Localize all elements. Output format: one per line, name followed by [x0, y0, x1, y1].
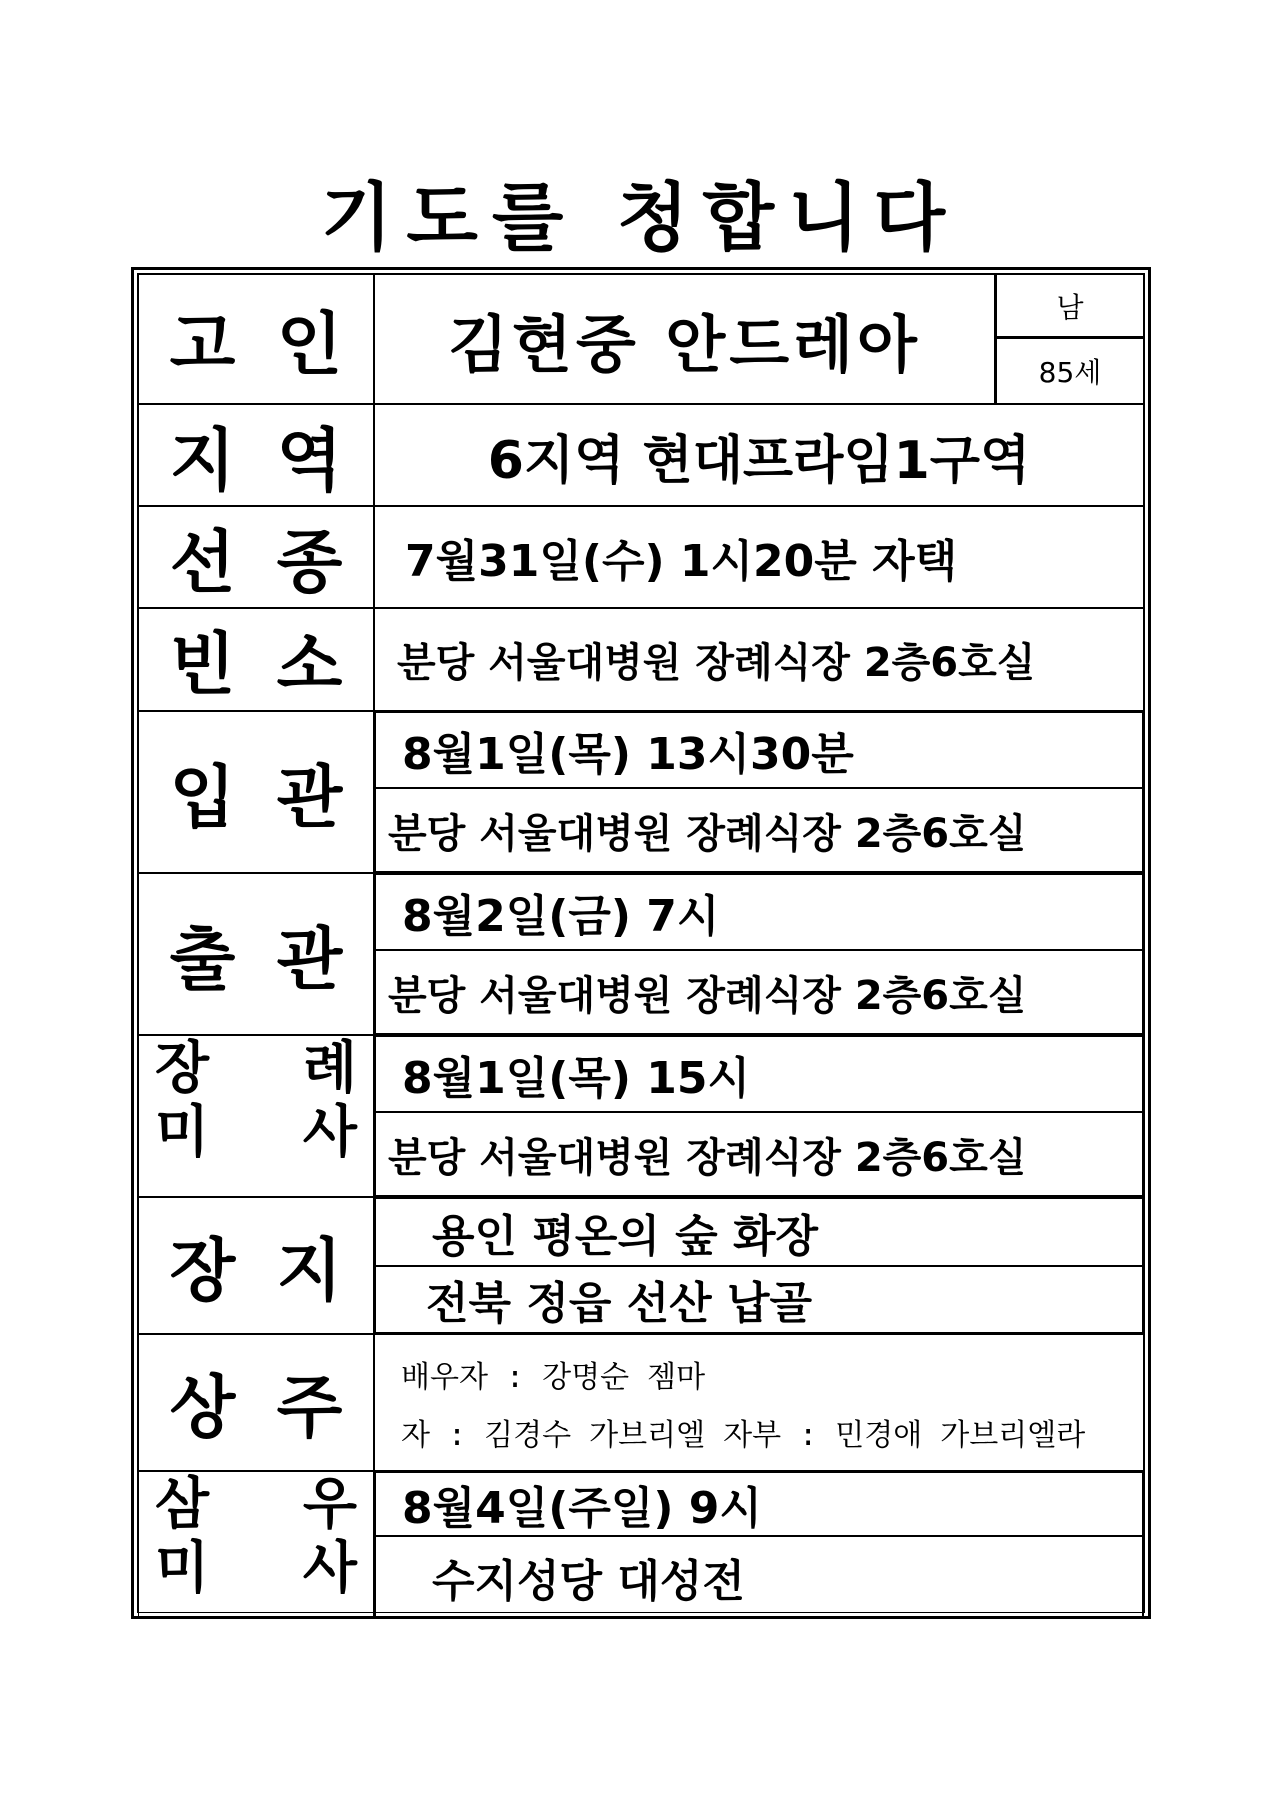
- memorial-mass-time: 8월4일(주일) 9시: [375, 1472, 1143, 1536]
- chief-mourners-line2: 자 : 김경수 가브리엘 자부 : 민경애 가브리엘라: [401, 1417, 1086, 1453]
- label-char: 지: [169, 420, 236, 501]
- label-char: 입: [169, 757, 236, 838]
- chief-mourners-cell: [374, 1334, 1144, 1471]
- encoffining-time: 8월1일(목) 13시30분: [375, 712, 1143, 788]
- label-chief-mourners: [138, 1334, 374, 1471]
- encoffining-place: 분당 서울대병원 장례식장 2층6호실: [375, 788, 1143, 872]
- label-char: 역: [276, 420, 343, 501]
- deceased-gender: 남: [997, 275, 1143, 339]
- mortuary-value: 분당 서울대병원 장례식장 2층6호실: [374, 608, 1144, 711]
- label-deceased: [138, 274, 374, 404]
- label-char: 삼: [155, 1471, 210, 1537]
- label-char: 사: [302, 1099, 357, 1165]
- label-memorial-mass: [138, 1471, 374, 1619]
- deceased-name: 김현중 안드레아: [375, 275, 997, 403]
- label-line: [155, 1472, 357, 1536]
- label-char: 지: [276, 1231, 343, 1311]
- label-char: 인: [276, 304, 343, 385]
- departure-cell: [374, 873, 1144, 1035]
- chief-mourners-line1: 배우자 : 강명순 젬마: [401, 1359, 706, 1395]
- label-char: 주: [276, 1368, 343, 1448]
- label-line: [155, 1100, 357, 1164]
- label-char: 관: [276, 757, 343, 838]
- label-char: 상: [169, 1368, 236, 1448]
- label-region: [138, 404, 374, 506]
- region-value: 6지역 현대프라임1구역: [374, 404, 1144, 506]
- encoffining-cell: [374, 711, 1144, 873]
- label-char: 빈: [169, 625, 236, 705]
- label-char: 출: [169, 919, 236, 1000]
- deceased-info: [997, 275, 1143, 403]
- label-death: [138, 506, 374, 608]
- obituary-table: [131, 267, 1151, 1619]
- label-char: 례: [302, 1035, 357, 1101]
- label-burial: [138, 1197, 374, 1334]
- label-mortuary: [138, 608, 374, 711]
- label-char: 장: [169, 1231, 236, 1311]
- label-char: 장: [155, 1035, 210, 1101]
- table-grid: [137, 273, 1145, 1613]
- burial-cell: [374, 1197, 1144, 1334]
- memorial-mass-place: 수지성당 대성전: [375, 1536, 1143, 1618]
- funeral-mass-cell: [374, 1035, 1144, 1197]
- page-title: 기도를 청합니다: [320, 175, 960, 261]
- label-encoffining: [138, 711, 374, 873]
- label-char: 소: [276, 625, 343, 705]
- death-value: 7월31일(수) 1시20분 자택: [374, 506, 1144, 608]
- memorial-mass-cell: [374, 1471, 1144, 1619]
- label-char: 관: [276, 919, 343, 1000]
- departure-place: 분당 서울대병원 장례식장 2층6호실: [375, 950, 1143, 1034]
- funeral-mass-place: 분당 서울대병원 장례식장 2층6호실: [375, 1112, 1143, 1196]
- label-line: [155, 1536, 357, 1600]
- label-char: 종: [276, 522, 343, 603]
- label-char: 우: [302, 1471, 357, 1537]
- burial-line1: 용인 평온의 숲 화장: [375, 1198, 1143, 1266]
- burial-line2: 전북 정읍 선산 납골: [375, 1266, 1143, 1334]
- deceased-cell: [374, 274, 1144, 404]
- label-char: 선: [169, 522, 236, 603]
- label-line: [155, 1036, 357, 1100]
- label-char: 사: [302, 1535, 357, 1601]
- label-departure: [138, 873, 374, 1035]
- funeral-mass-time: 8월1일(목) 15시: [375, 1036, 1143, 1112]
- departure-time: 8월2일(금) 7시: [375, 874, 1143, 950]
- label-char: 미: [155, 1099, 210, 1165]
- deceased-age: 85세: [1038, 356, 1102, 389]
- label-funeral-mass: [138, 1035, 374, 1197]
- label-char: 미: [155, 1535, 210, 1601]
- label-char: 고: [169, 304, 236, 385]
